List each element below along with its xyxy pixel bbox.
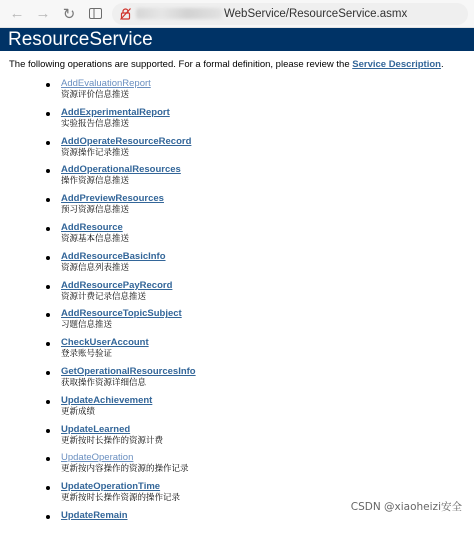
- operation-item: [52, 251, 474, 280]
- operations-list: [0, 78, 474, 539]
- bullet-icon: [46, 457, 50, 461]
- operation-item: [52, 510, 474, 539]
- address-bar[interactable]: [112, 3, 468, 25]
- operation-description: 更新按时长操作的资源计费: [61, 434, 164, 445]
- insecure-lock-icon[interactable]: [120, 8, 132, 20]
- page-title: ResourceService: [0, 28, 474, 51]
- intro-sentence: The following operations are supported. For a formal definition, please review the: [9, 59, 353, 70]
- intro-period: .: [440, 59, 444, 70]
- bullet-icon: [46, 285, 50, 289]
- reader-view-icon[interactable]: [84, 3, 106, 25]
- url-path: WebService/ResourceService.asmx: [224, 7, 408, 20]
- bullet-icon: [46, 169, 50, 173]
- operation-description: 习题信息推送: [61, 319, 113, 330]
- bullet-icon: [46, 371, 50, 375]
- operation-description: 资源信息列表推送: [61, 261, 130, 272]
- operation-item: [52, 78, 474, 107]
- bullet-icon: [46, 83, 50, 87]
- operation-item: [52, 222, 474, 251]
- bullet-icon: [46, 112, 50, 116]
- operation-link[interactable]: UpdateLearned: [61, 423, 131, 435]
- reload-icon[interactable]: ↻: [62, 5, 76, 23]
- operation-description: 登录账号验证: [61, 348, 113, 359]
- bullet-icon: [46, 227, 50, 231]
- operation-link[interactable]: AddResourceTopicSubject: [61, 308, 182, 320]
- operation-item: [52, 452, 474, 481]
- bullet-icon: [46, 313, 50, 317]
- browser-toolbar: [0, 0, 474, 28]
- watermark: CSDN @xiaoheizi安全: [350, 501, 462, 513]
- bullet-icon: [46, 400, 50, 404]
- operation-link[interactable]: AddResourceBasicInfo: [61, 250, 166, 262]
- bullet-icon: [46, 198, 50, 202]
- operation-link[interactable]: AddResource: [61, 221, 123, 233]
- operation-description: 资源计费记录信息推送: [61, 290, 147, 301]
- operation-link[interactable]: UpdateOperation: [61, 452, 134, 464]
- operation-link[interactable]: AddEvaluationReport: [61, 78, 151, 89]
- back-icon[interactable]: ←: [9, 5, 25, 22]
- operation-item: [52, 136, 474, 165]
- operation-description: 预习资源信息推送: [61, 204, 130, 215]
- operation-link[interactable]: CheckUserAccount: [61, 337, 149, 349]
- service-description-link[interactable]: Service Description: [352, 59, 441, 70]
- operation-description: 操作资源信息推送: [61, 175, 130, 186]
- operation-link[interactable]: UpdateRemain: [61, 509, 128, 521]
- operation-item: [52, 366, 474, 395]
- intro-text: [9, 59, 474, 70]
- operation-link[interactable]: AddOperateResourceRecord: [61, 135, 192, 147]
- operation-description: 更新按时长操作资源的操作记录: [61, 492, 181, 503]
- bullet-icon: [46, 256, 50, 260]
- bullet-icon: [46, 515, 50, 519]
- operation-description: 更新成绩: [61, 405, 96, 416]
- operation-item: [52, 424, 474, 453]
- operation-link[interactable]: AddExperimentalReport: [61, 106, 170, 118]
- operation-link[interactable]: UpdateOperationTime: [61, 481, 161, 493]
- operation-item: [52, 308, 474, 337]
- operation-description: 实验报告信息推送: [61, 117, 130, 128]
- operation-item: [52, 164, 474, 193]
- operation-item: [52, 107, 474, 136]
- operation-item: [52, 337, 474, 366]
- operation-description: 资源操作记录推送: [61, 146, 130, 157]
- operation-link[interactable]: UpdateAchievement: [61, 394, 153, 406]
- operation-link[interactable]: AddOperationalResources: [61, 164, 181, 176]
- operation-link[interactable]: GetOperationalResourcesInfo: [61, 365, 196, 377]
- bullet-icon: [46, 342, 50, 346]
- operation-description: 更新按内容操作的资源的操作记录: [61, 463, 189, 474]
- operation-description: 资源评价信息推送: [61, 89, 130, 99]
- operation-link[interactable]: AddPreviewResources: [61, 193, 164, 205]
- operation-link[interactable]: AddResourcePayRecord: [61, 279, 173, 291]
- forward-icon[interactable]: →: [35, 5, 51, 22]
- operation-description: 获取操作资源详细信息: [61, 376, 147, 387]
- operation-item: [52, 193, 474, 222]
- operation-item: [52, 280, 474, 309]
- bullet-icon: [46, 486, 50, 490]
- bullet-icon: [46, 429, 50, 433]
- operation-description: 资源基本信息推送: [61, 232, 130, 243]
- redacted-host: [136, 8, 222, 19]
- operation-item: [52, 395, 474, 424]
- bullet-icon: [46, 141, 50, 145]
